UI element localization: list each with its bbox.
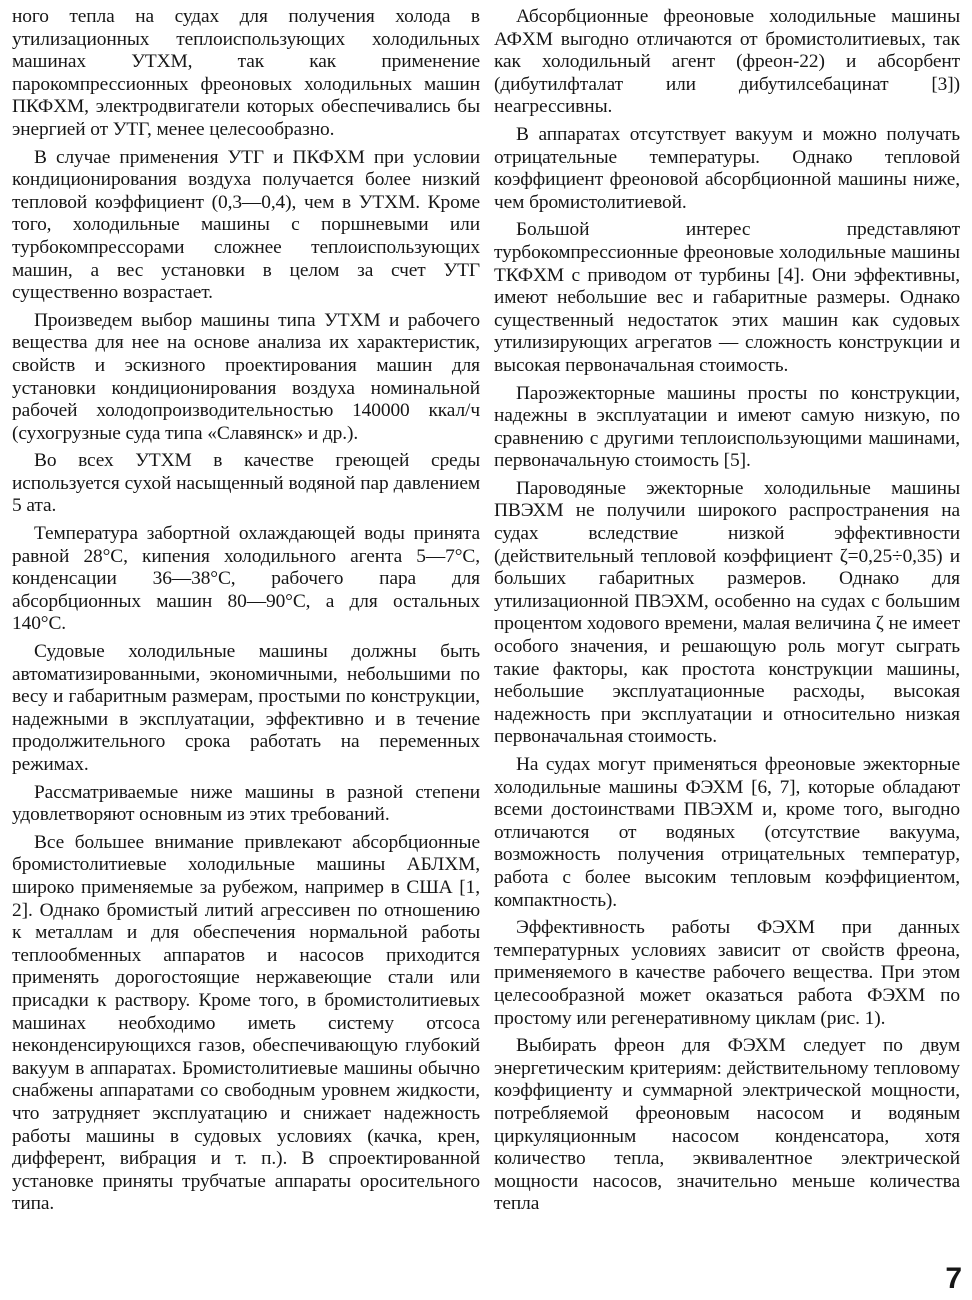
left-paragraph-7: Рассматриваемые ниже машины в разной степени удовлетворяют основным из этих требований. — [12, 781, 480, 826]
right-paragraph-2: В аппаратах отсутствует вакуум и можно получать отрицательные температуры. Однако тепловой коэффициент фреоновой абсорбционной машины ниже, чем бромистолитиевой. — [494, 123, 960, 213]
left-paragraph-1: ного тепла на судах для получения холода в утилизационных теплоиспользующих холодильных машинах УТХМ, так как применение парокомпрессионных фреоновых холодильных машин ПКФХМ, электродвигатели которых обеспечивались бы энергией от УТГ, менее целесообразно. — [12, 6, 480, 140]
right-paragraph-4: Пароэжекторные машины просты по конструкции, надежны в эксплуатации и имеют самую низкую, по сравнению с другими теплоиспользующими машинами, первоначальную стоимость [5]. — [494, 382, 960, 472]
right-paragraph-3: Большой интерес представляют турбокомпрессионные фреоновые холодильные машины ТКФХМ с приводом от турбины [4]. Они эффективны, имеют небольшие вес и габаритные размеры. Однако существенный недостаток этих машин как судовых утилизирующих агрегатов — сложность конструкции и высокая первоначальная стоимость. — [494, 219, 960, 376]
right-paragraph-1: Абсорбционные фреоновые холодильные машины АФХМ выгодно отличаются от бромистолитиевых, так как холодильный агент (фреон-22) и абсорбент (дибутилфталат или дибутилсебацинат [3]) неагрессивны. — [494, 6, 960, 118]
right-paragraph-7: Эффективность работы ФЭХМ при данных температурных условиях зависит от свойств фреона, применяемого в качестве рабочего вещества. При этом целесообразной может оказаться работа ФЭХМ по простому или регенеративному циклам (рис. 1). — [494, 917, 960, 1029]
right-paragraph-8: Выбирать фреон для ФЭХМ следует по двум энергетическим критериям: действительному тепловому коэффициенту и суммарной электрической мощности, потребляемой фреоновым насосом и водяным циркуляционным насосом конденсатора, хотя количество тепла, эквивалентное электрической мощности насосов, значительно меньше количества тепла — [494, 1035, 960, 1215]
left-paragraph-6: Судовые холодильные машины должны быть автоматизированными, экономичными, небольшими по весу и габаритным размерам, простыми по конструкции, надежными в эксплуатации, эффективно и в течение продолжительного срока работать на переменных режимах. — [12, 641, 480, 775]
right-paragraph-6: На судах могут применяться фреоновые эжекторные холодильные машины ФЭХМ [6, 7], которые обладают всеми достоинствами ПВЭХМ и, кроме того, выгодно отличаются от водяных (отсутствие вакуума, возможность получения отрицательных температур, работа с более высоким тепловым коэффициентом, компактность). — [494, 754, 960, 911]
left-paragraph-5: Температура забортной охлаждающей воды принята равной 28°С, кипения холодильного агента 5—7°С, конденсации 36—38°С, рабочего пара для абсорбционных машин 80—90°С, а для остальных 140°С. — [12, 523, 480, 635]
left-paragraph-4: Во всех УТХМ в качестве греющей среды используется сухой насыщенный водяной пар давлением 5 ата. — [12, 450, 480, 517]
right-text-column — [494, 6, 960, 1221]
right-paragraph-5: Пароводяные эжекторные холодильные машины ПВЭХМ не получили широкого распространения на судах вследствие низкой эффективности (действительный тепловой коэффициент ζ=0,25÷0,35) и больших габаритных размеров. Однако для утилизационной ПВЭХМ, особенно на судах с большим процентом ходового времени, малая величина ζ не имеет особого значения, и решающую роль могут сыграть такие факторы, как простота конструкции машины, небольшие эксплуатационные расходы, высокая надежность при эксплуатации и относительно низкая первоначальная стоимость. — [494, 477, 960, 748]
left-paragraph-2: В случае применения УТГ и ПКФХМ при условии кондиционирования воздуха получается более низкий тепловой коэффициент (0,3—0,4), чем в УТХМ. Кроме того, холодильные машины с поршневыми или турбокомпрессорами сложнее теплоиспользующих машин, а вес установки в целом за счет УТГ существенно возрастает. — [12, 146, 480, 304]
left-text-column — [12, 6, 480, 1221]
left-paragraph-3: Произведем выбор машины типа УТХМ и рабочего вещества для нее на основе анализа их характеристик, свойств и эскизного проектирования машин для установки кондиционирования воздуха номинальной рабочей холодопроизводительностью 140000 ккал/ч (сухогрузные суда типа «Славянск» и др.). — [12, 309, 480, 444]
page-number: 7 — [945, 1262, 962, 1295]
left-paragraph-8: Все большее внимание привлекают абсорбционные бромистолитиевые холодильные машины АБЛХМ, широко применяемые за рубежом, например в США [1, 2]. Однако бромистый литий агрессивен по отношению к металлам и для обеспечения нормальной работы теплообменных аппаратов и насосов приходится применять дорогостоящие нержавеющие стали или присадки к раствору. Кроме того, в бромистолитиевых машинах необходимо иметь систему отсоса неконденсирующихся газов, обеспечивающую глубокий вакуум в аппаратах. Бромистолитиевые машины обычно снабжены аппаратами со свободным уровнем жидкости, что затрудняет эксплуатацию и снижает надежность работы машины в судовых условиях (качка, крен, дифферент, вибрация и т. п.). В спроектированной установке приняты трубчатые аппараты оросительного типа. — [12, 831, 480, 1215]
